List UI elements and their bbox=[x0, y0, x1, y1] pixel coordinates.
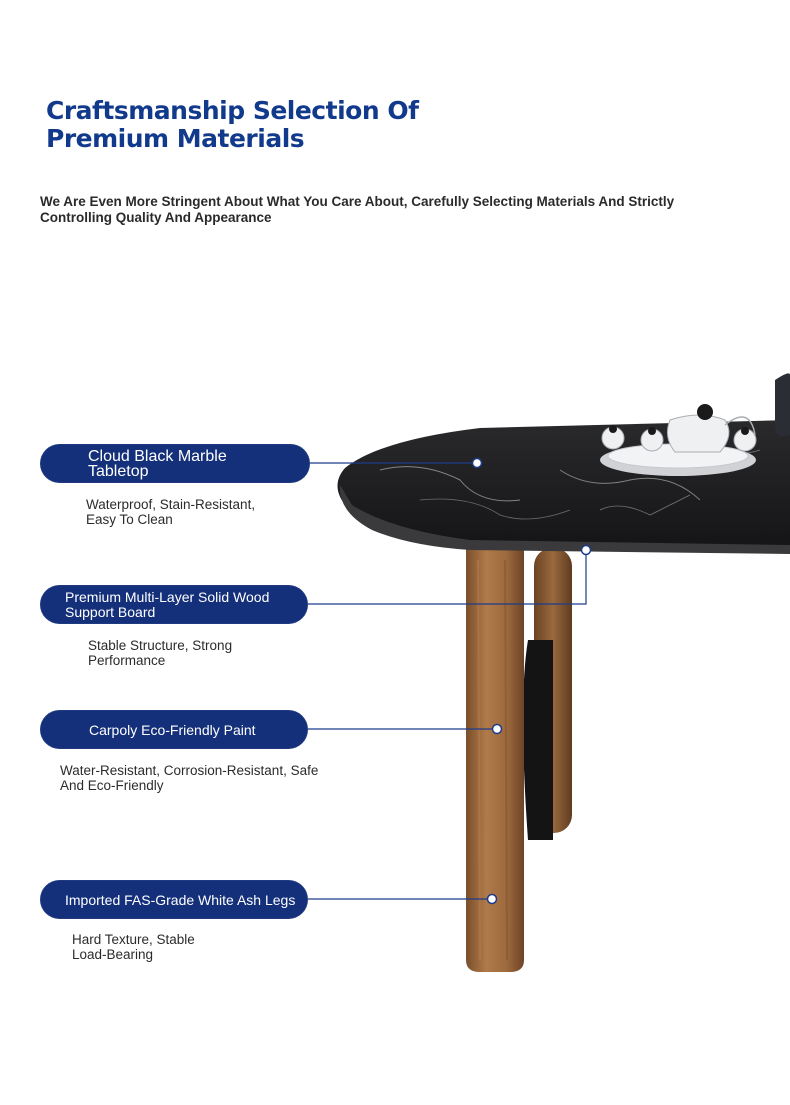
feature-label-support-board bbox=[40, 585, 308, 624]
page-subtitle: We Are Even More Stringent About What You Care About, Carefully Selecting Materials And Strictly Controlling Quality And Appearance bbox=[40, 194, 675, 225]
feature-label-paint bbox=[40, 710, 308, 749]
page-title: Craftsmanship Selection Of Premium Materials bbox=[46, 96, 419, 153]
feature-label-text: Premium Multi-Layer Solid Wood Support Board bbox=[65, 588, 270, 620]
feature-description-text: Waterproof, Stain-Resistant, Easy To Clean bbox=[86, 497, 256, 527]
feature-label-text: Imported FAS-Grade White Ash Legs bbox=[65, 891, 296, 908]
feature-description-text: Stable Structure, Strong Performance bbox=[88, 638, 233, 668]
callout-dot-icon bbox=[473, 459, 482, 468]
feature-description-paint bbox=[60, 763, 345, 793]
feature-description-text: Hard Texture, Stable Load-Bearing bbox=[72, 932, 195, 962]
feature-description-tabletop bbox=[86, 497, 286, 527]
table-back-legs bbox=[523, 548, 572, 840]
feature-description-text: Water-Resistant, Corrosion-Resistant, Safe And Eco-Friendly bbox=[60, 763, 319, 793]
callout-dot-icon bbox=[582, 546, 591, 555]
callout-dot-icon bbox=[493, 725, 502, 734]
feature-label-text: Cloud Black Marble Tabletop bbox=[88, 447, 227, 480]
feature-label-legs bbox=[40, 880, 308, 919]
feature-label-tabletop bbox=[40, 444, 310, 483]
feature-label-text: Carpoly Eco-Friendly Paint bbox=[89, 721, 256, 738]
feature-description-legs bbox=[72, 932, 212, 962]
feature-description-support-board bbox=[88, 638, 263, 668]
table-front-leg bbox=[466, 545, 524, 972]
callout-dot-icon bbox=[488, 895, 497, 904]
